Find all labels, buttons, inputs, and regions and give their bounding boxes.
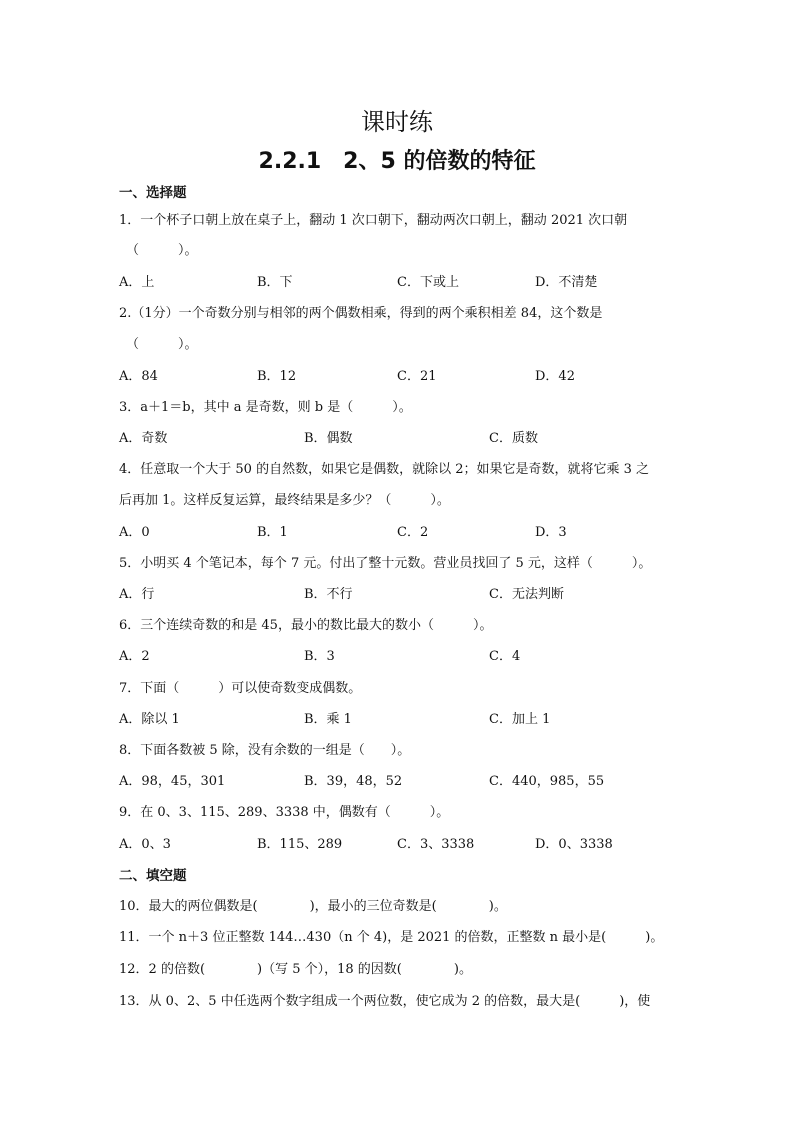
question-5-stem: 5．小明买 4 个笔记本，每个 7 元。付出了整十元数。营业员找回了 5 元，这样（ ）。 [119,556,652,571]
question-4-option-a[interactable]: A．0 [119,525,150,540]
question-3-option-a[interactable]: A．奇数 [119,431,168,446]
question-1-stem-cont: （ ）。 [126,243,198,258]
question-8-stem: 8．下面各数被 5 除，没有余数的一组是（ ）。 [119,743,411,758]
question-4-option-b[interactable]: B．1 [257,525,288,540]
question-9-option-d[interactable]: D．0、3338 [535,837,613,852]
question-1-option-d[interactable]: D．不清楚 [535,275,598,290]
question-1-option-b[interactable]: B．下 [257,275,293,290]
question-2-option-c[interactable]: C．21 [397,369,437,384]
question-2-stem: 2.（1分）一个奇数分别与相邻的两个偶数相乘，得到的两个乘积相差 84，这个数是 [119,306,603,321]
question-4-option-d[interactable]: D．3 [535,525,567,540]
question-1-stem: 1．一个杯子口朝上放在桌子上，翻动 1 次口朝下，翻动两次口朝上，翻动 2021 次口朝 [119,213,628,228]
question-10-stem: 10．最大的两位偶数是( )，最小的三位奇数是( )。 [119,899,507,914]
question-6-option-c[interactable]: C．4 [489,649,521,664]
question-3-option-b[interactable]: B．偶数 [304,431,353,446]
lesson-subtitle: 2.2.1 2、5 的倍数的特征 [258,149,536,174]
question-2-stem-cont: （ ）。 [126,337,198,352]
question-7-option-c[interactable]: C．加上 1 [489,712,551,727]
question-8-option-b[interactable]: B．39，48，52 [304,774,403,789]
question-5-option-c[interactable]: C．无法判断 [489,587,564,602]
question-2-option-a[interactable]: A．84 [119,369,158,384]
question-9-option-a[interactable]: A．0、3 [119,837,171,852]
question-13-stem: 13．从 0、2、5 中任选两个数字组成一个两位数，使它成为 2 的倍数，最大是( )，使 [119,994,651,1009]
section-fill-heading: 二、填空题 [119,868,187,884]
question-1-option-a[interactable]: A．上 [119,275,155,290]
question-2-option-b[interactable]: B．12 [257,369,297,384]
page-title: 课时练 [361,108,433,136]
question-7-stem: 7．下面（ ）可以使奇数变成偶数。 [119,681,362,696]
question-5-option-a[interactable]: A．行 [119,587,155,602]
question-6-option-b[interactable]: B．3 [304,649,335,664]
question-8-option-c[interactable]: C．440，985，55 [489,774,605,789]
question-4-stem-cont: 后再加 1。这样反复运算，最终结果是多少？（ ）。 [119,493,450,508]
question-8-option-a[interactable]: A．98，45，301 [119,774,226,789]
question-6-stem: 6．三个连续奇数的和是 45，最小的数比最大的数小（ ）。 [119,618,493,633]
question-7-option-a[interactable]: A．除以 1 [119,712,180,727]
section-choice-heading: 一、选择题 [119,185,187,201]
question-2-option-d[interactable]: D．42 [535,369,575,384]
question-3-stem: 3．a＋1＝b，其中 a 是奇数，则 b 是（ ）。 [119,400,412,415]
question-3-option-c[interactable]: C．质数 [489,431,538,446]
question-9-option-c[interactable]: C．3、3338 [397,837,475,852]
question-1-option-c[interactable]: C．下或上 [397,275,459,290]
question-9-stem: 9．在 0、3、115、289、3338 中，偶数有（ ）。 [119,805,450,820]
question-5-option-b[interactable]: B．不行 [304,587,353,602]
question-4-stem: 4．任意取一个大于 50 的自然数，如果它是偶数，就除以 2；如果它是奇数，就将它乘 3 之 [119,462,650,477]
question-6-option-a[interactable]: A．2 [119,649,150,664]
question-9-option-b[interactable]: B．115、289 [257,837,343,852]
question-4-option-c[interactable]: C．2 [397,525,429,540]
question-12-stem: 12．2 的倍数( )（写 5 个），18 的因数( )。 [119,962,472,977]
question-11-stem: 11．一个 n＋3 位正整数 144…430（n 个 4)，是 2021 的倍数，正整数 n 最小是( )。 [119,930,664,945]
question-7-option-b[interactable]: B．乘 1 [304,712,352,727]
